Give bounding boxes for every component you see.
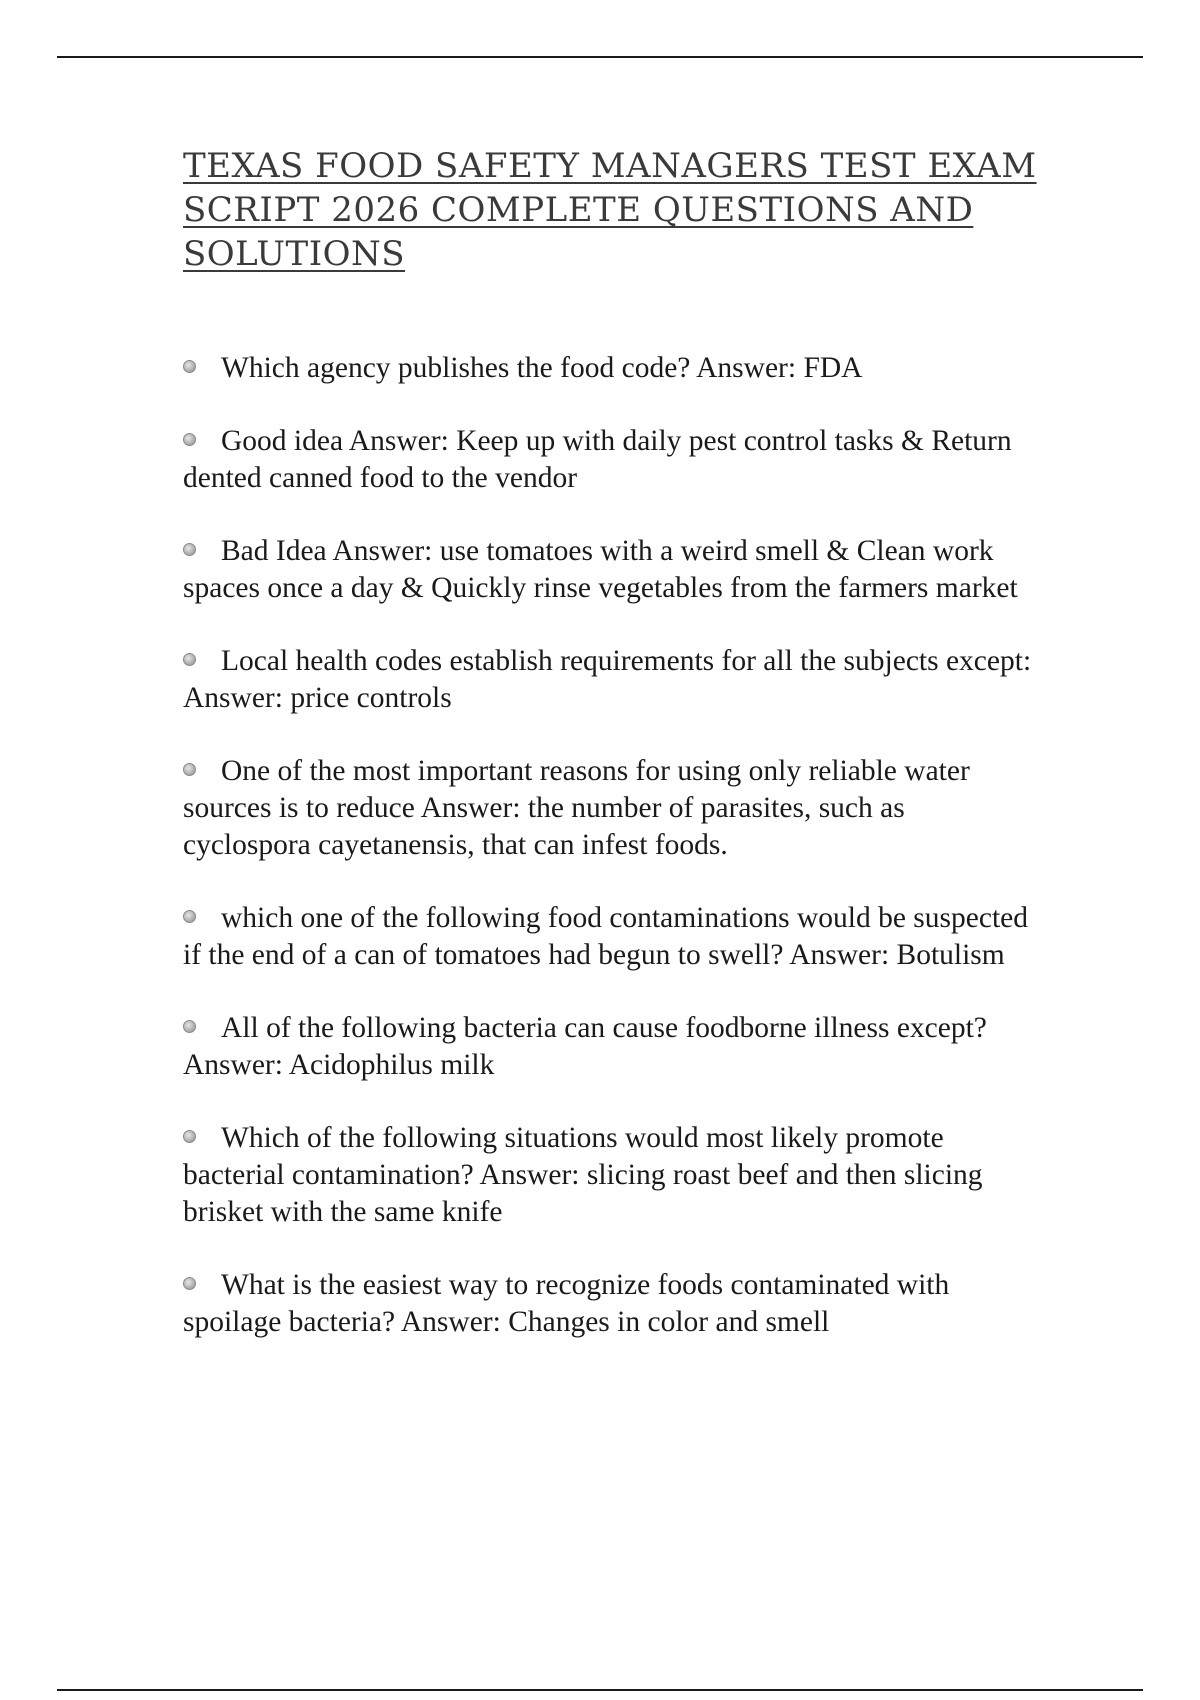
qa-text: One of the most important reasons for using only reliable water sources is to reduce Answer: the number of parasites, such as cyclospora cayetanensis, that can infest foods. xyxy=(183,755,970,861)
circle-bullet-icon xyxy=(183,910,196,923)
circle-bullet-icon xyxy=(183,433,196,446)
circle-bullet-icon xyxy=(183,1277,196,1290)
top-divider xyxy=(57,56,1143,58)
list-item xyxy=(183,643,1033,717)
list-item xyxy=(183,1267,1033,1341)
qa-text: Bad Idea Answer: use tomatoes with a weird smell & Clean work spaces once a day & Quickly rinse vegetables from the farmers market xyxy=(183,535,1018,604)
list-item xyxy=(183,900,1033,974)
qa-text: What is the easiest way to recognize foods contaminated with spoilage bacteria? Answer: Changes in color and smell xyxy=(183,1269,950,1338)
qa-list xyxy=(183,350,1033,1377)
list-item xyxy=(183,1120,1033,1231)
list-item xyxy=(183,753,1033,864)
list-item xyxy=(183,350,1033,387)
circle-bullet-icon xyxy=(183,1020,196,1033)
bottom-divider xyxy=(57,1689,1143,1691)
qa-text: which one of the following food contaminations would be suspected if the end of a can of tomatoes had begun to swell? Answer: Botulism xyxy=(183,902,1028,971)
qa-text: Good idea Answer: Keep up with daily pest control tasks & Return dented canned food to the vendor xyxy=(183,425,1012,494)
qa-text: Which agency publishes the food code? Answer: FDA xyxy=(221,352,863,384)
circle-bullet-icon xyxy=(183,653,196,666)
circle-bullet-icon xyxy=(183,543,196,556)
circle-bullet-icon xyxy=(183,360,196,373)
circle-bullet-icon xyxy=(183,763,196,776)
list-item xyxy=(183,423,1033,497)
list-item xyxy=(183,533,1033,607)
page-title: TEXAS FOOD SAFETY MANAGERS TEST EXAM SCRIPT 2026 COMPLETE QUESTIONS AND SOLUTIONS xyxy=(183,146,1037,274)
qa-text: Local health codes establish requirements for all the subjects except: Answer: price controls xyxy=(183,645,1032,714)
qa-text: All of the following bacteria can cause foodborne illness except? Answer: Acidophilus milk xyxy=(183,1012,987,1081)
circle-bullet-icon xyxy=(183,1130,196,1143)
qa-text: Which of the following situations would most likely promote bacterial contamination? Answer: slicing roast beef and then slicing brisket with the same knife xyxy=(183,1122,983,1228)
list-item xyxy=(183,1010,1033,1084)
